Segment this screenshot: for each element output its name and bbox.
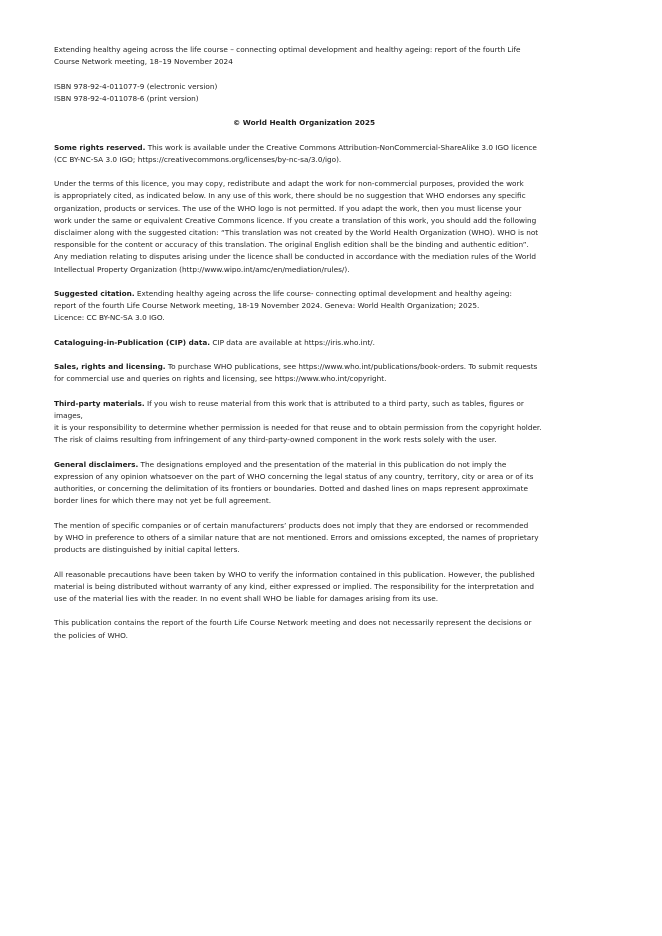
disclaimers-heading: General disclaimers.	[54, 459, 139, 469]
companies-paragraph	[54, 520, 554, 557]
licence-line: organization, products or services. The use of the WHO logo is not permitted. If you adapt the work, then you must license your	[54, 203, 522, 213]
licence-line: Any mediation relating to disputes arising under the licence shall be conducted in accordance with the mediation rules of the World	[54, 252, 536, 262]
licence-line: Intellectual Property Organization (http://www.wipo.int/amc/en/mediation/rules/).	[54, 264, 350, 274]
rights-text: This work is available under the Creative Commons Attribution-NonCommercial-ShareAlike 3.0 IGO licence	[145, 142, 537, 152]
third-party-paragraph	[54, 398, 554, 447]
isbn-block	[54, 81, 554, 105]
copyright-page-content	[54, 44, 554, 642]
copyright-notice: © World Health Organization 2025	[232, 118, 376, 128]
disclaimers-paragraph	[54, 459, 554, 508]
licence-line: disclaimer along with the suggested citation: “This translation was not created by the World Health Organization (WHO). WHO is not	[54, 227, 539, 237]
sales-text: To purchase WHO publications, see https://www.who.int/publications/book-orders. To submit requests	[165, 362, 538, 372]
companies-line: The mention of specific companies or of certain manufacturers’ products does not imply that they are endorsed or recommended	[54, 520, 529, 530]
disclaimers-text: expression of any opinion whatsoever on the part of WHO concerning the legal status of any country, territory, city or area or of its	[54, 471, 534, 481]
title-line: Extending healthy ageing across the life course – connecting optimal development and healthy ageing: report of the fourth Life	[54, 45, 521, 54]
citation-text: report of the fourth Life Course Network meeting, 18-19 November 2024. Geneva: World Health Organization; 2025.	[54, 301, 480, 311]
citation-text: Extending healthy ageing across the life course- connecting optimal development and healthy ageing:	[134, 288, 512, 298]
closing-paragraph	[54, 617, 554, 641]
third-party-heading: Third-party materials.	[54, 398, 145, 408]
cip-paragraph	[54, 337, 554, 349]
licence-terms-paragraph	[54, 178, 554, 276]
rights-text: (CC BY-NC-SA 3.0 IGO; https://creativecommons.org/licenses/by-nc-sa/3.0/igo).	[54, 154, 342, 164]
disclaimers-text: The designations employed and the presentation of the material in this publication do not imply the	[138, 459, 507, 469]
third-party-text: The risk of claims resulting from infringement of any third-party-owned component in the work rests solely with the user.	[54, 435, 497, 445]
cip-text: CIP data are available at https://iris.who.int/.	[210, 337, 375, 347]
precautions-line: use of the material lies with the reader. In no event shall WHO be liable for damages arising from its use.	[54, 593, 439, 603]
rights-heading: Some rights reserved.	[54, 142, 146, 152]
title-line: Course Network meeting, 18–19 November 2024	[54, 57, 233, 67]
closing-line: the policies of WHO.	[54, 630, 128, 640]
licence-line: work under the same or equivalent Creative Commons licence. If you create a translation of this work, you should add the following	[54, 215, 537, 225]
licence-line: responsible for the content or accuracy of this translation. The original English edition shall be the binding and authentic edition”.	[54, 240, 529, 250]
isbn-print: ISBN 978-92-4-011078-6 (print version)	[54, 93, 199, 103]
disclaimers-text: border lines for which there may not yet be full agreement.	[54, 496, 272, 506]
disclaimers-text: authorities, or concerning the delimitation of its frontiers or boundaries. Dotted and dashed lines on maps represent approximate	[54, 484, 528, 494]
licence-line: Under the terms of this licence, you may copy, redistribute and adapt the work for non-commercial purposes, provided the work	[54, 179, 524, 189]
citation-paragraph	[54, 288, 554, 325]
sales-heading: Sales, rights and licensing.	[54, 362, 166, 372]
isbn-electronic: ISBN 978-92-4-011077-9 (electronic version)	[54, 81, 218, 91]
third-party-text: If you wish to reuse material from this work that is attributed to a third party, such as tables, figures or images,	[54, 398, 524, 420]
third-party-text: it is your responsibility to determine whether permission is needed for that reuse and to obtain permission from the copyright holder.	[54, 423, 542, 433]
sales-paragraph	[54, 361, 554, 385]
publication-title	[54, 44, 554, 68]
precautions-paragraph	[54, 569, 554, 606]
rights-paragraph	[54, 142, 554, 166]
cip-heading: Cataloguing-in-Publication (CIP) data.	[54, 337, 211, 347]
precautions-line: material is being distributed without warranty of any kind, either expressed or implied. The responsibility for the interpretation and	[54, 581, 535, 591]
companies-line: by WHO in preference to others of a similar nature that are not mentioned. Errors and omissions excepted, the names of proprietary	[54, 532, 539, 542]
sales-text: for commercial use and queries on rights and licensing, see https://www.who.int/copyright.	[54, 374, 387, 384]
closing-line: This publication contains the report of the fourth Life Course Network meeting and does not necessarily represent the decisions or	[54, 618, 532, 628]
companies-line: products are distinguished by initial capital letters.	[54, 545, 240, 555]
licence-line: is appropriately cited, as indicated below. In any use of this work, there should be no suggestion that WHO endorses any specific	[54, 191, 526, 201]
citation-heading: Suggested citation.	[54, 288, 135, 298]
precautions-line: All reasonable precautions have been taken by WHO to verify the information contained in this publication. However, the published	[54, 569, 535, 579]
citation-text: Licence: CC BY-NC-SA 3.0 IGO.	[54, 313, 165, 323]
